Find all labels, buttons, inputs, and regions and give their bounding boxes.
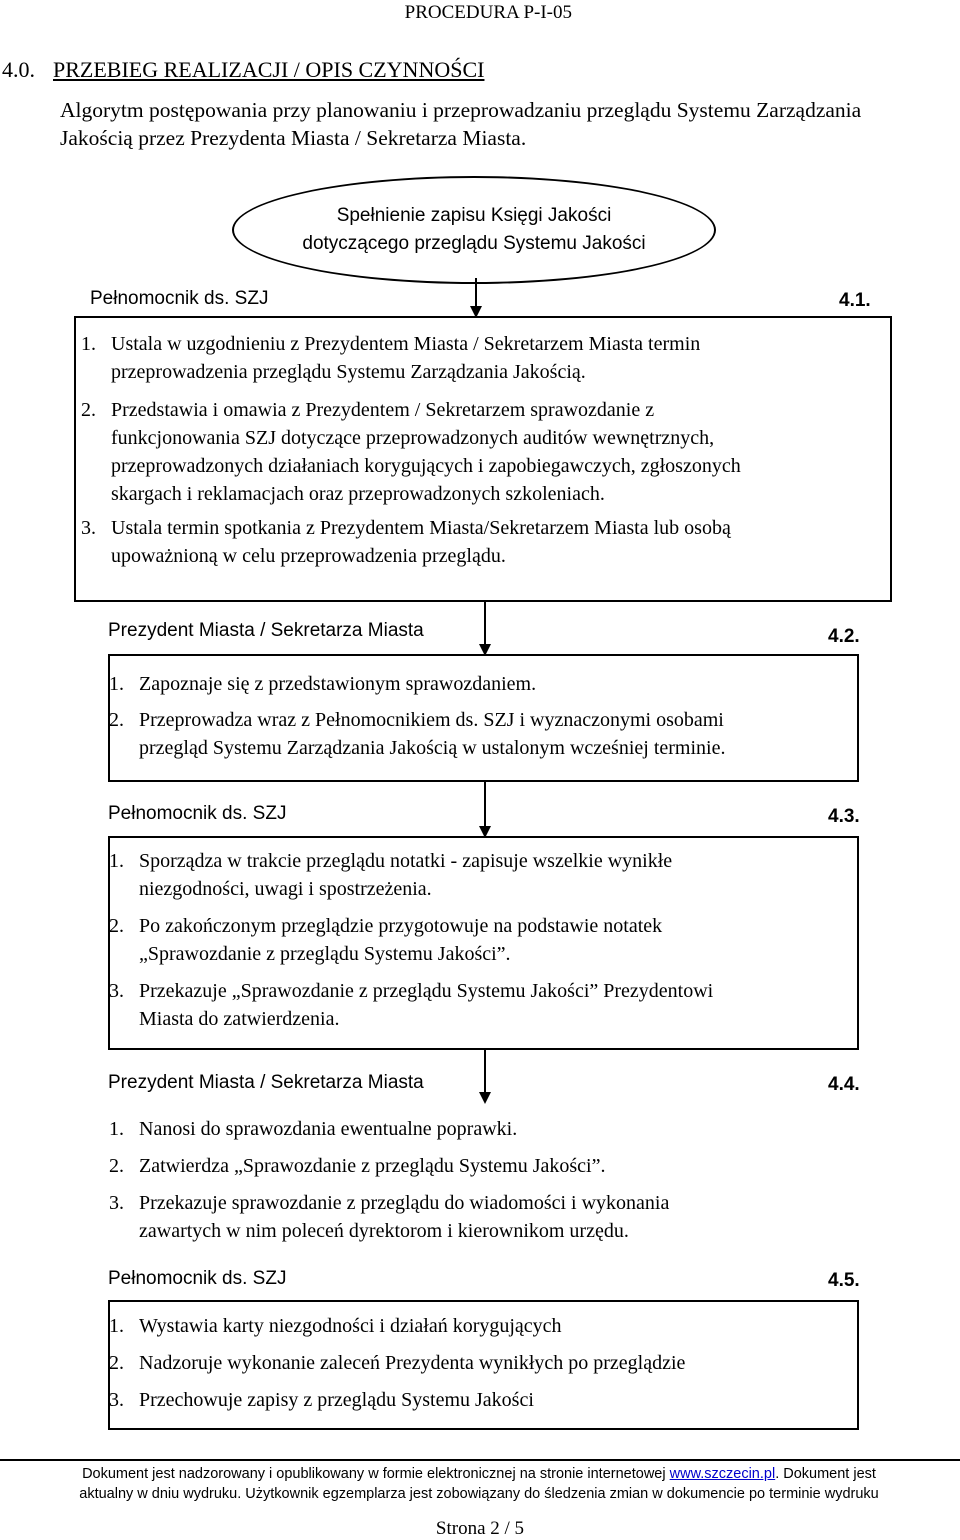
item-line: funkcjonowania SZJ dotyczące przeprowadzonych auditów wewnętrznych, — [111, 427, 715, 449]
item-number: 2. — [109, 1155, 124, 1177]
item-line: Zatwierdza „Sprawozdanie z przeglądu Systemu Jakości”. — [139, 1155, 606, 1177]
intro-paragraph — [60, 96, 950, 152]
item-line: „Sprawozdanie z przeglądu Systemu Jakości”. — [139, 943, 511, 965]
item-number: 2. — [109, 1352, 124, 1374]
step-number: 4.5. — [828, 1270, 860, 1291]
item-line: niezgodności, uwagi i spostrzeżenia. — [139, 878, 432, 900]
start-text: Spełnienie zapisu Księgi Jakości — [336, 205, 612, 226]
list-item — [81, 514, 731, 570]
flow-arrow — [484, 782, 486, 836]
item-number: 2. — [81, 399, 96, 421]
footer-text: Dokument jest nadzorowany i opublikowany w formie elektronicznej na stronie internetowej — [82, 1466, 670, 1482]
footer-line: aktualny w dniu wydruku. Użytkownik egzemplarza jest zobowiązany do śledzenia zmian w dokumencie po terminie wydruku — [79, 1486, 879, 1502]
item-line: Nanosi do sprawozdania ewentualne poprawki. — [139, 1118, 518, 1140]
item-number: 1. — [81, 333, 96, 355]
item-line: zawartych w nim poleceń dyrektorom i kierownikom urzędu. — [139, 1220, 629, 1242]
section-heading — [2, 57, 484, 83]
step-role: Pełnomocnik ds. SZJ — [108, 803, 287, 824]
list-item — [109, 1115, 517, 1143]
item-line: Nadzoruje wykonanie zaleceń Prezydenta wynikłych po przeglądzie — [139, 1352, 686, 1374]
item-line: upoważnioną w celu przeprowadzenia przeglądu. — [111, 545, 506, 567]
item-number: 1. — [109, 850, 124, 872]
footer-notice — [0, 1464, 958, 1504]
step-role: Prezydent Miasta / Sekretarza Miasta — [108, 620, 424, 641]
flow-arrow — [484, 1050, 486, 1102]
start-text: dotyczącego przeglądu Systemu Jakości — [302, 233, 646, 254]
step-number: 4.3. — [828, 806, 860, 827]
list-item — [81, 396, 741, 508]
item-number: 2. — [109, 915, 124, 937]
item-line: przegląd Systemu Zarządzania Jakością w ustalonym wcześniej terminie. — [139, 737, 726, 759]
section-number: 4.0. — [2, 57, 35, 82]
list-item — [109, 1189, 669, 1245]
item-line: Po zakończonym przeglądzie przygotowuje na podstawie notatek — [139, 915, 663, 937]
item-line: Przekazuje „Sprawozdanie z przeglądu Systemu Jakości” Prezydentowi — [139, 980, 714, 1002]
flow-arrow — [475, 278, 477, 316]
list-item — [109, 1152, 605, 1180]
item-number: 3. — [109, 980, 124, 1002]
page-number: Strona 2 / 5 — [435, 1518, 525, 1539]
item-line: Miasta do zatwierdzenia. — [139, 1008, 340, 1030]
item-line: Przekazuje sprawozdanie z przeglądu do wiadomości i wykonania — [139, 1192, 670, 1214]
item-number: 3. — [109, 1192, 124, 1214]
start-ellipse — [232, 176, 716, 284]
section-title: PRZEBIEG REALIZACJI / OPIS CZYNNOŚCI — [53, 57, 485, 82]
item-number: 3. — [109, 1389, 124, 1411]
list-item — [109, 1349, 685, 1377]
item-number: 1. — [109, 1118, 124, 1140]
item-line: Przedstawia i omawia z Prezydentem / Sekretarzem sprawozdanie z — [111, 399, 655, 421]
list-item — [109, 977, 713, 1033]
item-line: Przeprowadza wraz z Pełnomocnikiem ds. SZJ i wyznaczonymi osobami — [139, 709, 724, 731]
item-line: przeprowadzonych działaniach korygujących i zapobiegawczych, zgłoszonych — [111, 455, 741, 477]
item-line: Przechowuje zapisy z przeglądu Systemu Jakości — [139, 1389, 534, 1411]
footer-divider — [0, 1459, 960, 1461]
intro-line: Algorytm postępowania przy planowaniu i przeprowadzaniu przeglądu Systemu Zarządzania — [60, 98, 862, 122]
item-number: 3. — [81, 517, 96, 539]
item-number: 1. — [109, 1315, 124, 1337]
flow-arrow — [484, 602, 486, 654]
step-role: Pełnomocnik ds. SZJ — [90, 288, 269, 309]
footer-text: . Dokument jest — [775, 1466, 876, 1482]
item-line: Ustala w uzgodnieniu z Prezydentem Miasta / Sekretarzem Miasta termin — [111, 333, 701, 355]
list-item — [81, 330, 700, 386]
item-number: 2. — [109, 709, 124, 731]
list-item — [109, 847, 672, 903]
item-line: przeprowadzenia przeglądu Systemu Zarządzania Jakością. — [111, 361, 586, 383]
item-line: Sporządza w trakcie przeglądu notatki - zapisuje wszelkie wynikłe — [139, 850, 673, 872]
list-item — [109, 1312, 562, 1340]
item-line: skargach i reklamacjach oraz przeprowadzonych szkoleniach. — [111, 483, 605, 505]
step-role: Prezydent Miasta / Sekretarza Miasta — [108, 1072, 424, 1093]
footer-line — [0, 1464, 958, 1484]
list-item — [109, 912, 662, 968]
list-item — [109, 670, 536, 698]
item-line: Zapoznaje się z przedstawionym sprawozdaniem. — [139, 673, 537, 695]
procedure-id: PROCEDURA P-I-05 — [404, 2, 572, 23]
intro-line: Jakością przez Prezydenta Miasta / Sekretarza Miasta. — [60, 126, 527, 150]
item-line: Ustala termin spotkania z Prezydentem Miasta/Sekretarzem Miasta lub osobą — [111, 517, 731, 539]
list-item — [109, 706, 725, 762]
website-link[interactable]: www.szczecin.pl — [669, 1466, 776, 1482]
list-item — [109, 1386, 534, 1414]
step-role: Pełnomocnik ds. SZJ — [108, 1268, 287, 1289]
step-number: 4.2. — [828, 626, 860, 647]
item-number: 1. — [109, 673, 124, 695]
step-number: 4.1. — [839, 290, 871, 311]
item-line: Wystawia karty niezgodności i działań korygujących — [139, 1315, 562, 1337]
step-number: 4.4. — [828, 1074, 860, 1095]
